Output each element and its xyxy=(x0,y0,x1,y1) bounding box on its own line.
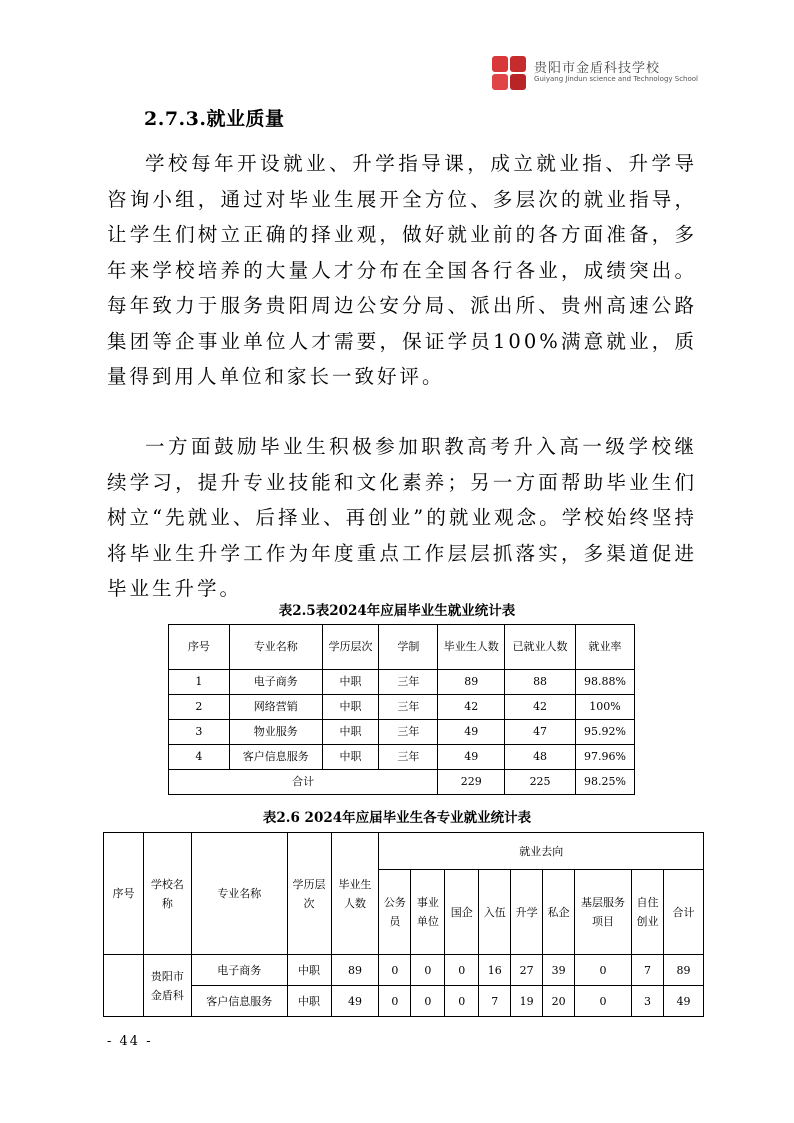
table-cell: 0 xyxy=(379,986,411,1017)
column-header: 公务员 xyxy=(379,870,411,955)
column-header: 专业名称 xyxy=(229,625,322,670)
table-cell: 3 xyxy=(169,720,230,745)
table-cell: 物业服务 xyxy=(229,720,322,745)
table-cell: 三年 xyxy=(379,720,438,745)
table-cell: 42 xyxy=(505,695,576,720)
table-cell: 0 xyxy=(445,986,479,1017)
table-cell: 4 xyxy=(169,745,230,770)
table-cell: 20 xyxy=(543,986,575,1017)
table-cell: 49 xyxy=(331,986,379,1017)
total-label: 合计 xyxy=(169,770,438,795)
table-cell: 1 xyxy=(169,670,230,695)
table-row xyxy=(169,670,635,695)
header-school-name: 贵阳市金盾科技学校 xyxy=(534,61,661,76)
table-cell: 0 xyxy=(379,955,411,986)
page-number: - 44 - xyxy=(107,1034,153,1049)
table-cell: 0 xyxy=(445,955,479,986)
table-cell: 2 xyxy=(169,695,230,720)
table-cell: 三年 xyxy=(379,695,438,720)
table-cell: 客户信息服务 xyxy=(229,745,322,770)
column-header: 学历层次 xyxy=(322,625,379,670)
school-logo-icon xyxy=(492,56,526,90)
table-row xyxy=(104,955,704,986)
major-destination-table xyxy=(103,832,704,1017)
column-header: 合计 xyxy=(663,870,703,955)
column-header: 毕业生人数 xyxy=(438,625,505,670)
table-cell: 98.88% xyxy=(575,670,634,695)
table-caption: 表2.6 2024年应届毕业生各专业就业统计表 xyxy=(262,810,532,826)
table-cell: 中职 xyxy=(322,720,379,745)
column-header: 私企 xyxy=(543,870,575,955)
column-header: 学制 xyxy=(379,625,438,670)
table-row xyxy=(104,986,704,1017)
table-cell: 网络营销 xyxy=(229,695,322,720)
column-header: 专业名称 xyxy=(191,833,287,955)
table-cell: 0 xyxy=(411,986,445,1017)
table-cell: 0 xyxy=(575,986,632,1017)
table-cell: 客户信息服务 xyxy=(191,986,287,1017)
table-caption: 表2.5表2024年应届毕业生就业统计表 xyxy=(278,603,516,619)
table-cell: 16 xyxy=(479,955,511,986)
total-employed: 225 xyxy=(505,770,576,795)
table-header-row xyxy=(104,833,704,870)
table-cell: 3 xyxy=(631,986,663,1017)
column-header: 入伍 xyxy=(479,870,511,955)
table-cell: 27 xyxy=(511,955,543,986)
column-header: 毕业生人数 xyxy=(331,833,379,955)
column-header: 国企 xyxy=(445,870,479,955)
table-total-row xyxy=(169,770,635,795)
table-cell: 19 xyxy=(511,986,543,1017)
table-cell: 中职 xyxy=(322,670,379,695)
table-row xyxy=(169,720,635,745)
employment-stats-table xyxy=(168,624,635,795)
table-cell: 三年 xyxy=(379,670,438,695)
column-header: 升学 xyxy=(511,870,543,955)
table-cell: 88 xyxy=(505,670,576,695)
table-cell: 7 xyxy=(479,986,511,1017)
total-graduates: 229 xyxy=(438,770,505,795)
column-header: 事业单位 xyxy=(411,870,445,955)
table-cell: 95.92% xyxy=(575,720,634,745)
table-cell: 电子商务 xyxy=(229,670,322,695)
table-cell: 49 xyxy=(438,720,505,745)
header-school-name-en: Guiyang Jindun science and Technology School xyxy=(534,75,698,84)
section-heading: 2.7.3.就业质量 xyxy=(144,108,285,130)
table-cell: 7 xyxy=(631,955,663,986)
table-cell: 47 xyxy=(505,720,576,745)
table-cell: 97.96% xyxy=(575,745,634,770)
table-cell: 电子商务 xyxy=(191,955,287,986)
table-cell: 39 xyxy=(543,955,575,986)
page-header xyxy=(492,56,698,90)
table-cell xyxy=(104,955,144,1017)
table-cell: 0 xyxy=(575,955,632,986)
column-header: 已就业人数 xyxy=(505,625,576,670)
table-cell: 中职 xyxy=(287,955,331,986)
school-name-cell: 贵阳市金盾科 xyxy=(143,955,191,1017)
table-cell: 0 xyxy=(411,955,445,986)
table-cell: 100% xyxy=(575,695,634,720)
table-cell: 89 xyxy=(438,670,505,695)
column-header: 就业率 xyxy=(575,625,634,670)
table-row xyxy=(169,695,635,720)
column-header: 序号 xyxy=(169,625,230,670)
table-cell: 中职 xyxy=(322,745,379,770)
table-cell: 48 xyxy=(505,745,576,770)
paragraph: 一方面鼓励毕业生积极参加职教高考升入高一级学校继续学习，提升专业技能和文化素养；另一方面帮助毕业生们树立“先就业、后择业、再创业”的就业观念。学校始终坚持将毕业生升学工作为年度重点工作层层抓落实，多渠道促进毕业生升学。 xyxy=(107,435,697,600)
table-cell: 49 xyxy=(663,986,703,1017)
column-header: 序号 xyxy=(104,833,144,955)
table-cell: 中职 xyxy=(322,695,379,720)
table-cell: 三年 xyxy=(379,745,438,770)
column-header: 自住创业 xyxy=(631,870,663,955)
column-header: 基层服务项目 xyxy=(575,870,632,955)
paragraph: 学校每年开设就业、升学指导课，成立就业指、升学导咨询小组，通过对毕业生展开全方位、多层次的就业指导，让学生们树立正确的择业观，做好就业前的各方面准备，多年来学校培养的大量人才分布在全国各行各业，成绩突出。每年致力于服务贵阳周边公安分局、派出所、贵州高速公路集团等企事业单位人才需要，保证学员100%满意就业，质量得到用人单位和家长一致好评。 xyxy=(107,152,697,388)
table-cell: 中职 xyxy=(287,986,331,1017)
table-cell: 89 xyxy=(663,955,703,986)
table-header-row xyxy=(169,625,635,670)
column-header: 就业去向 xyxy=(379,833,704,870)
column-header: 学校名称 xyxy=(143,833,191,955)
table-cell: 89 xyxy=(331,955,379,986)
table-cell: 49 xyxy=(438,745,505,770)
total-rate: 98.25% xyxy=(575,770,634,795)
column-header: 学历层次 xyxy=(287,833,331,955)
table-cell: 42 xyxy=(438,695,505,720)
table-row xyxy=(169,745,635,770)
